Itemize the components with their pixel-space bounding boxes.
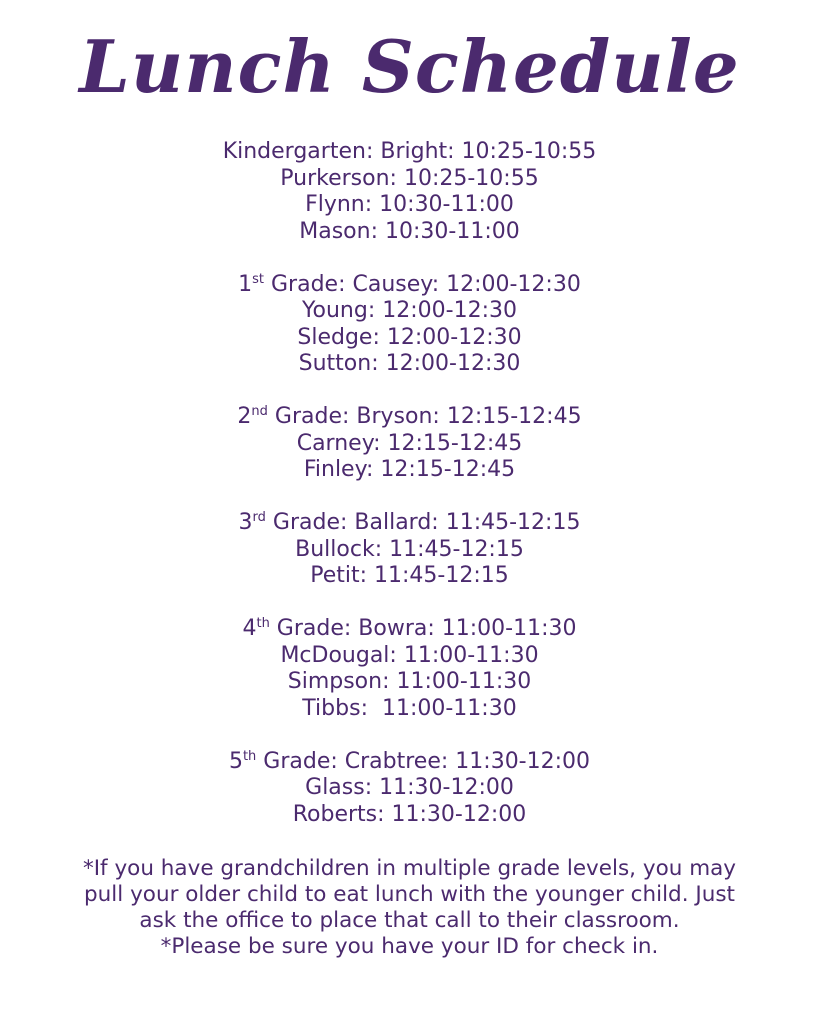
teacher-line: Young: 12:00-12:30 bbox=[302, 298, 517, 323]
grade-group bbox=[0, 749, 819, 829]
grade-label: 3 bbox=[238, 510, 253, 535]
ordinal-suffix: st bbox=[252, 271, 265, 287]
grade-group bbox=[0, 139, 819, 245]
grade-heading-line bbox=[0, 749, 819, 776]
teacher-line: Bullock: 11:45-12:15 bbox=[295, 536, 524, 562]
teacher-line: Glass: 11:30-12:00 bbox=[305, 775, 514, 800]
teacher-line: Roberts: 11:30-12:00 bbox=[292, 801, 527, 827]
note-line: pull your older child to eat lunch with the younger child. Just bbox=[84, 882, 735, 907]
grade-heading-line bbox=[0, 510, 819, 537]
note-line: ask the office to place that call to their classroom. bbox=[139, 908, 680, 933]
grade-label: 1 bbox=[238, 271, 253, 297]
ordinal-suffix: th bbox=[256, 616, 270, 631]
teacher-line: Flynn: 10:30-11:00 bbox=[305, 192, 514, 217]
grade-label: 2 bbox=[237, 404, 252, 429]
teacher-time: : Bright: 10:25-10:55 bbox=[365, 139, 597, 164]
grade-label: 5 bbox=[228, 748, 243, 774]
grade-label: 4 bbox=[242, 616, 257, 641]
teacher-time: Grade: Bryson: 12:15-12:45 bbox=[267, 404, 582, 429]
page-title: Lunch Schedule bbox=[79, 24, 740, 109]
grade-group bbox=[0, 272, 819, 378]
ordinal-suffix: rd bbox=[252, 510, 266, 525]
grade-group bbox=[0, 404, 819, 484]
teacher-line: Tibbs: 11:00-11:30 bbox=[302, 695, 517, 721]
note-line: *If you have grandchildren in multiple grade levels, you may bbox=[82, 856, 737, 881]
teacher-line: Petit: 11:45-12:15 bbox=[310, 563, 509, 588]
teacher-line: Simpson: 11:00-11:30 bbox=[287, 669, 532, 694]
ordinal-suffix: th bbox=[242, 748, 257, 764]
grade-heading-line bbox=[0, 616, 819, 643]
teacher-line: McDougal: 11:00-11:30 bbox=[280, 642, 539, 668]
teacher-line: Carney: 12:15-12:45 bbox=[296, 430, 523, 456]
teacher-line: Finley: 12:15-12:45 bbox=[303, 457, 516, 482]
grade-heading-line bbox=[0, 272, 819, 299]
grade-heading-line bbox=[0, 404, 819, 431]
teacher-time: Grade: Crabtree: 11:30-12:00 bbox=[256, 748, 591, 774]
grade-heading-line bbox=[0, 139, 819, 166]
teacher-line: Mason: 10:30-11:00 bbox=[299, 218, 520, 244]
teacher-line: Sutton: 12:00-12:30 bbox=[298, 351, 521, 376]
ordinal-suffix: nd bbox=[251, 404, 268, 419]
notes bbox=[40, 856, 779, 960]
schedule-list bbox=[0, 139, 819, 855]
grade-group bbox=[0, 510, 819, 590]
note-line: *Please be sure you have your ID for check in. bbox=[160, 934, 659, 959]
teacher-time: Grade: Causey: 12:00-12:30 bbox=[264, 271, 581, 297]
grade-group bbox=[0, 616, 819, 722]
teacher-time: Grade: Ballard: 11:45-12:15 bbox=[265, 510, 581, 535]
grade-label: Kindergarten bbox=[222, 139, 366, 164]
teacher-line: Sledge: 12:00-12:30 bbox=[297, 324, 522, 350]
teacher-time: Grade: Bowra: 11:00-11:30 bbox=[269, 616, 577, 641]
teacher-line: Purkerson: 10:25-10:55 bbox=[280, 165, 539, 191]
